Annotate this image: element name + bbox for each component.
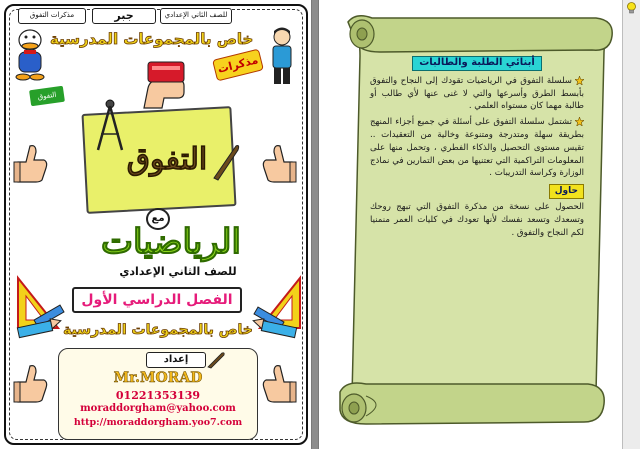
pencil-icon bbox=[252, 318, 298, 340]
intro-paragraph-2-text: تشتمل سلسلة التفوق على أسئلة في جميع أجزاء المنهج بطريقة سهلة ومتدرجة ومتنوعة وخالية من التعقيدات .. تقيس مستوى التحصيل والذكاء الفطري ، وتحمل منها على المعلومات التراكمية التي تعتنيها من بعض التمارين في نماذج الوزارة وكراسة التدريبات . bbox=[370, 117, 584, 179]
intro-paragraph-1 bbox=[370, 75, 584, 113]
viewer-side-panel bbox=[622, 0, 640, 449]
cover-page[interactable] bbox=[0, 0, 312, 449]
intro-text-block bbox=[370, 56, 584, 242]
star-bullet-icon bbox=[575, 117, 584, 126]
author-email-link[interactable]: moraddorgham@yahoo.com bbox=[80, 403, 236, 414]
hand-holding-paper-icon bbox=[134, 58, 194, 114]
try-label: حاول bbox=[549, 184, 584, 199]
star-bullet-icon bbox=[575, 76, 584, 85]
with-badge: مع bbox=[146, 208, 170, 230]
prepared-by-label: إعداد bbox=[146, 352, 206, 368]
pencil-icon bbox=[16, 318, 62, 340]
thumbs-up-icon bbox=[12, 362, 48, 404]
header-grade-label: للصف الثاني الإعدادي bbox=[160, 8, 232, 24]
excellence-ribbon: التفوق bbox=[29, 86, 65, 107]
grade-label: للصف الثاني الإعدادي bbox=[119, 265, 237, 278]
thumbs-up-icon bbox=[262, 142, 298, 184]
header-subject-label: جبر bbox=[92, 8, 156, 24]
author-website-link[interactable]: http://moraddorgham.yoo7.com bbox=[73, 417, 243, 428]
special-groups-banner-bottom: خاص بالمجموعات المدرسية bbox=[63, 322, 253, 338]
subject-title: الرياضيات bbox=[101, 222, 241, 262]
term-label: الفصل الدراسي الأول bbox=[72, 287, 242, 313]
lightbulb-icon[interactable] bbox=[626, 2, 637, 14]
header-series-label: مذكرات التفوق bbox=[18, 8, 86, 24]
student-figure-icon bbox=[262, 26, 302, 88]
intro-paragraph-1-text: سلسلة التفوق في الرياضيات تقودك إلى النجاح والتفوق بأبسط الطرق وأسرعها والتي لا غنى عنها لأي طالب أو طالبة مهما كان مستواه العلمي . bbox=[370, 75, 584, 112]
cover-title: التفوق bbox=[126, 142, 208, 177]
intro-heading: أبنائي الطلبة والطالبات bbox=[412, 56, 542, 71]
intro-paragraph-3: الحصول على نسخة من مذكرة التفوق التي تبهج روحك وتسعدك وتسعد نفسك لأنها تعودك في كليات العمر منمنيا لكم النجاح والتفوق . bbox=[370, 201, 584, 238]
cartoon-mascot-icon bbox=[10, 26, 50, 82]
author-name: Mr.MORAD bbox=[113, 370, 203, 386]
special-groups-banner: خاص بالمجموعات المدرسية bbox=[50, 30, 254, 48]
quill-icon bbox=[206, 351, 226, 369]
notes-badge: مذكرات bbox=[212, 49, 264, 82]
intro-paragraph-2 bbox=[370, 116, 584, 180]
author-phone: 01221353139 bbox=[115, 389, 201, 402]
thumbs-up-icon bbox=[12, 142, 48, 184]
thumbs-up-icon bbox=[262, 362, 298, 404]
